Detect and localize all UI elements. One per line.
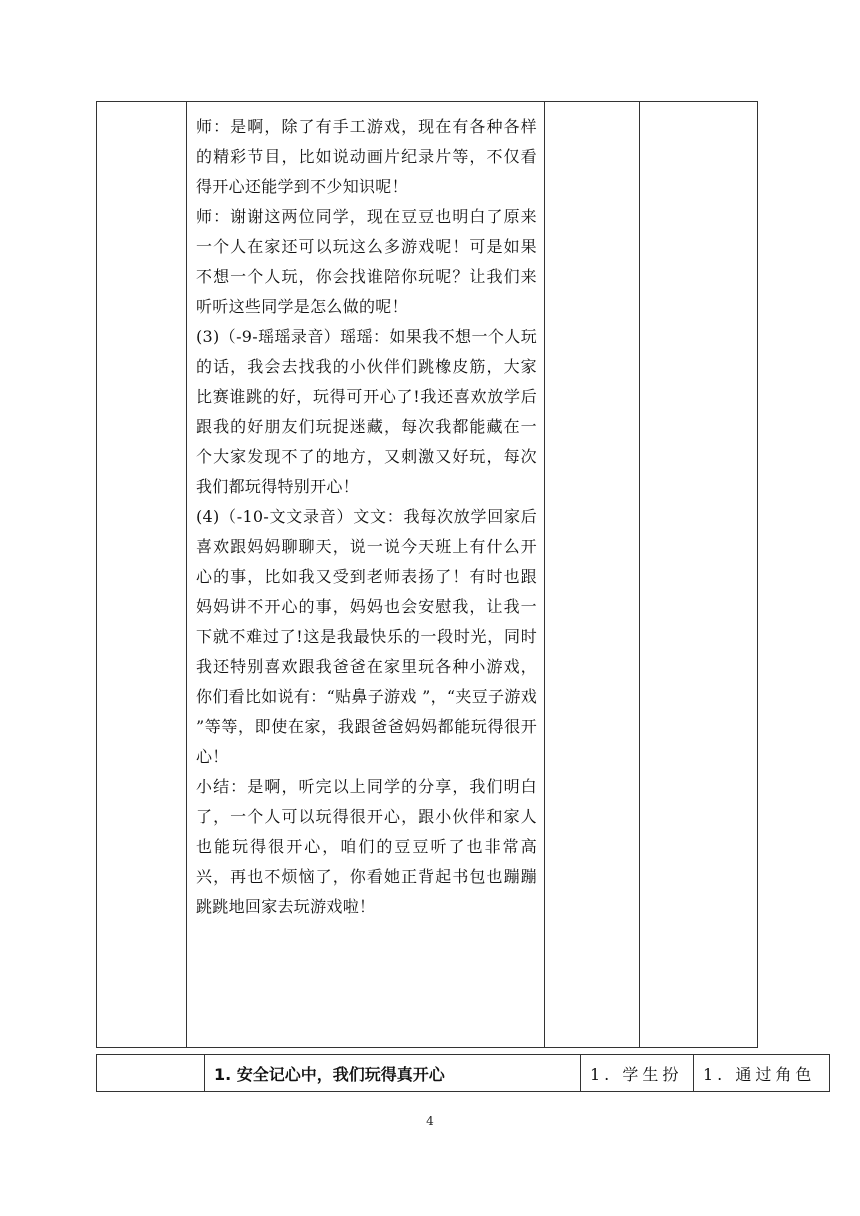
design-intent-cell: 1. 通过角色 [694,1055,830,1092]
paragraph-wenwen: (4)（-10-文文录音）文文：我每次放学回家后喜欢跟妈妈聊聊天，说一说今天班上有什么开心的事，比如我又受到老师表扬了！有时也跟妈妈讲不开心的事，妈妈也会安慰我，让我一下就不难过了!这是我最快乐的一段时光，同时我还特别喜欢跟我爸爸在家里玩各种小游戏，你们看比如说有：“贴鼻子游戏 ”，“夹豆子游戏 ”等等，即使在家，我跟爸爸妈妈都能玩得很开心！ [196,507,537,766]
teaching-content [187,102,544,922]
lesson-table [96,101,758,1048]
stage-cell [97,1055,205,1092]
student-activity-cell: 1. 学生扮 [581,1055,694,1092]
next-section-table [96,1054,830,1092]
student-activity-cell [545,102,640,1048]
design-intent-cell [640,102,758,1048]
stage-cell [97,102,187,1048]
paragraph-teacher-2: 师：谢谢这两位同学，现在豆豆也明白了原来一个人在家还可以玩这么多游戏呢！可是如果不想一个人玩，你会找谁陪你玩呢？让我们来听听这些同学是怎么做的呢！ [196,207,537,316]
paragraph-yaoyao: (3)（-9-瑶瑶录音）瑶瑶：如果我不想一个人玩的话，我会去找我的小伙伴们跳橡皮筋，大家比赛谁跳的好，玩得可开心了!我还喜欢放学后跟我的好朋友们玩捉迷藏，每次我都能藏在一个大家发现不了的地方，又刺激又好玩，每次我们都玩得特别开心！ [196,327,537,496]
table-row [97,1055,830,1092]
paragraph-teacher-1: 师：是啊，除了有手工游戏，现在有各种各样的精彩节目，比如说动画片纪录片等，不仅看得开心还能学到不少知识呢！ [196,117,537,196]
section-heading-cell: 1. 安全记心中，我们玩得真开心 [205,1055,581,1092]
table-row [97,102,758,1048]
teaching-content-cell [187,102,545,1048]
paragraph-summary: 小结：是啊，听完以上同学的分享，我们明白了，一个人可以玩得很开心，跟小伙伴和家人也能玩得很开心，咱们的豆豆听了也非常高兴，再也不烦恼了，你看她正背起书包也蹦蹦跳跳地回家去玩游戏啦！ [196,777,537,916]
page-number: 4 [426,1114,434,1128]
